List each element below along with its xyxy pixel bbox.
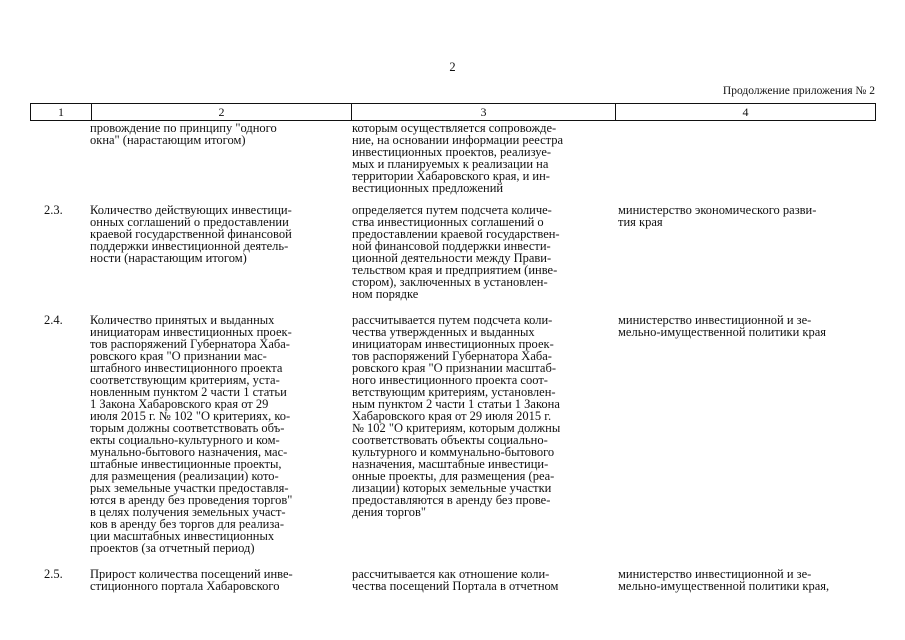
indicator-name: Прирост количества посещений инве- стиционного портала Хабаровского <box>90 567 293 593</box>
table-row <box>30 204 876 314</box>
continuation-label: Продолжение приложения № 2 <box>722 85 875 97</box>
responsible-body: министерство экономического разви- тия края <box>618 203 817 229</box>
header-col-1: 1 <box>58 105 64 119</box>
indicator-name: Количество принятых и выданных инициаторам инвестиционных проек- тов распоряжений Губернатора Хаба- ровского края "О признании мас- штабного инвестиционного проекта соответствующим критериям, уста- новленным пунктом 2 части 1 статьи 1 Закона Хабаровского края от 29 июля 2015 г. № 102 "О критериях, ко- торым должны соответствовать объ- екты социально-культурного и ком- мунально-бытового назначения, мас- штабные инвестиционные проекты, для размещения (реализации) кото- рых земельные участки предоставля- ются в аренду без проведения торгов" в целях получения земельных участ- ков в аренду без торгов для реализа- ции масштабных инвестиционных проектов (за отчетный период) <box>90 313 293 555</box>
table-row <box>30 568 876 606</box>
table-row <box>30 122 876 204</box>
header-col-4: 4 <box>615 104 875 120</box>
indicator-name: Количество действующих инвестици- онных соглашений о предоставлении краевой государственной финансовой поддержки инвестиционной деятель- ности (нарастающим итогом) <box>90 203 292 265</box>
row-number: 2.4. <box>44 313 63 327</box>
page-number: 2 <box>449 60 456 74</box>
calculation-method: определяется путем подсчета количе- ства инвестиционных соглашений о предоставлении краевой государствен- ной финансовой поддержки инвести- ционной деятельности между Прави- тельством края и предприятием (инве- стором), заключенных в установлен- ном порядке <box>352 203 560 301</box>
header-col-2: 2 <box>91 104 351 120</box>
header-col-3: 3 <box>351 104 615 120</box>
indicator-name: провождение по принципу "одного окна" (нарастающим итогом) <box>90 121 277 147</box>
table-body <box>30 122 876 606</box>
calculation-method: которым осуществляется сопровожде- ние, на основании информации реестра инвестиционных проектов, реализуе- мых и планируемых к реализации на территории Хабаровского края, и ин- вестиционных предложений <box>352 121 564 195</box>
row-number <box>30 122 90 194</box>
responsible-body <box>618 122 876 194</box>
row-number: 2.5. <box>44 567 63 581</box>
table-row <box>30 314 876 568</box>
responsible-body: министерство инвестиционной и зе- мельно-имущественной политики края, <box>618 567 830 593</box>
table-header <box>30 103 876 121</box>
row-number: 2.3. <box>44 203 63 217</box>
calculation-method: рассчитывается путем подсчета коли- чества утвержденных и выданных инициаторам инвестиционных проек- тов распоряжений Губернатора Хаба- ровского края "О признании масштаб- ного инвестиционного проекта соот- ветствующим критериям, установлен- ным пунктом 2 части 1 статьи 1 Закона Хабаровского края от 29 июля 2015 г. № 102 "О критериям, которым должны соответствовать объекты социально- культурного и коммунально-бытового назначения, масштабные инвестици- онные проекты, для размещения (реа- лизации) которых земельные участки предоставляются в аренду без прове- дения торгов" <box>352 313 561 519</box>
responsible-body: министерство инвестиционной и зе- мельно-имущественной политики края <box>618 313 827 339</box>
calculation-method: рассчитывается как отношение коли- чества посещений Портала в отчетном <box>352 567 559 593</box>
